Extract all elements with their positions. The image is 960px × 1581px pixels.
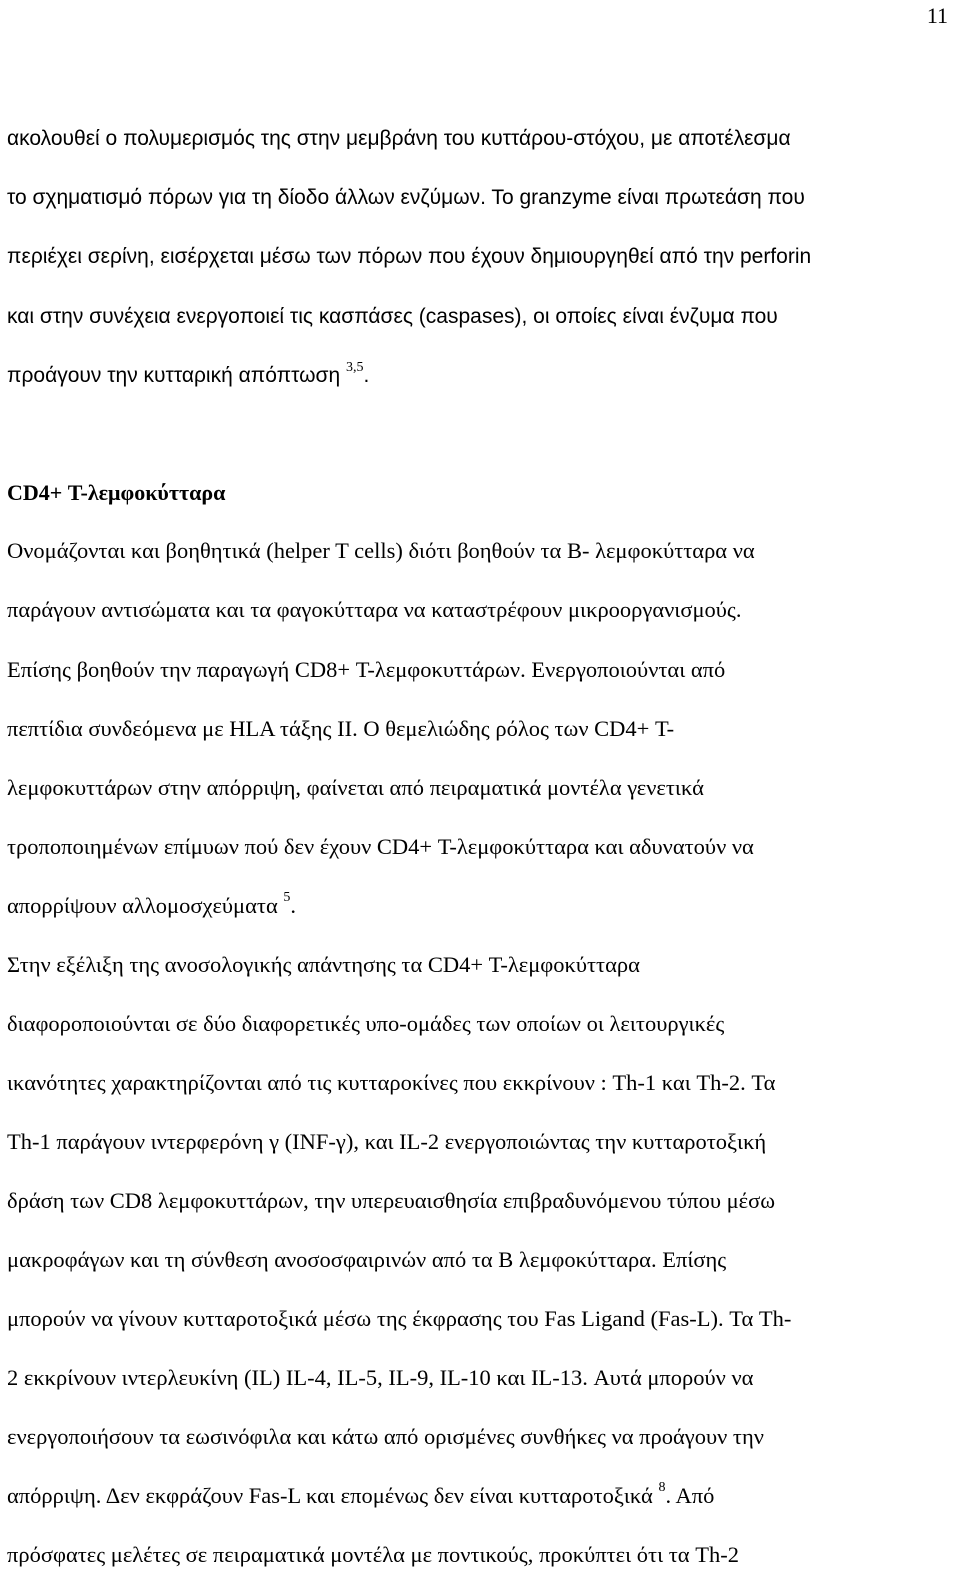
paragraph3-line: ικανότητες χαρακτηρίζονται από τις κυτταροκίνες που εκκρίνουν : Th-1 και Th-2. Τα	[7, 1070, 776, 1095]
paragraph2-line: πεπτίδια συνδεόμενα με HLA τάξης ΙΙ. Ο θεμελιώδης ρόλος των CD4+ Τ-	[7, 716, 675, 741]
paragraph3-line: Th-1 παράγουν ιντερφερόνη γ (INF-γ), και IL-2 ενεργοποιώντας την κυτταροτοξική	[7, 1129, 767, 1154]
paragraph3-line: μακροφάγων και τη σύνθεση ανοσοσφαιρινών από τα Β λεμφοκύτταρα. Επίσης	[7, 1247, 727, 1272]
paragraph2-line: Επίσης βοηθούν την παραγωγή CD8+ Τ-λεμφοκυττάρων. Ενεργοποιούνται από	[7, 657, 726, 682]
paragraph1-text: προάγουν την κυτταρική απόπτωση	[7, 364, 346, 387]
sentence-end: . Από	[665, 1483, 715, 1508]
paragraph2-line: τροποποιημένων επίμυων πού δεν έχουν CD4+ Τ-λεμφοκύτταρα και αδυνατούν να	[7, 834, 754, 859]
paragraph3-line: διαφοροποιούνται σε δύο διαφορετικές υπο-ομάδες των οποίων οι λειτουργικές	[7, 1011, 725, 1036]
paragraph2-line: Ονομάζονται και βοηθητικά (helper T cells) διότι βοηθούν τα Β- λεμφοκύτταρα να	[7, 538, 755, 563]
paragraph3-line: μπορούν να γίνουν κυτταροτοξικά μέσω της έκφρασης του Fas Ligand (Fas-L). Τα Th-	[7, 1306, 792, 1331]
paragraph3-text: απόρριψη. Δεν εκφράζουν Fas-L και επομένως δεν είναι κυτταροτοξικά	[7, 1483, 659, 1508]
paragraph1-line: το σχηματισμό πόρων για τη δίοδο άλλων ενζύμων. Το granzyme είναι πρωτεάση που	[7, 186, 805, 209]
paragraph2-line	[7, 890, 296, 919]
citation-ref: 8	[658, 1480, 666, 1495]
paragraph2-line: παράγουν αντισώματα και τα φαγοκύτταρα να καταστρέφουν μικροοργανισμούς.	[7, 597, 742, 622]
paragraph1-line	[7, 360, 370, 389]
paragraph2-text: απορρίψουν αλλομοσχεύματα	[7, 893, 284, 918]
citation-ref: 3,5	[345, 360, 364, 375]
citation-ref: 5	[283, 890, 291, 905]
section-heading: CD4+ Τ-λεμφοκύτταρα	[7, 480, 226, 505]
paragraph3-line: ενεργοποιήσουν τα εωσινόφιλα και κάτω από ορισμένες συνθήκες να προάγουν την	[7, 1424, 764, 1449]
paragraph3-line	[7, 1480, 715, 1509]
paragraph3-line: πρόσφατες μελέτες σε πειραματικά μοντέλα με ποντικούς, προκύπτει ότι τα Th-2	[7, 1542, 739, 1567]
paragraph3-line: 2 εκκρίνουν ιντερλευκίνη (IL) IL-4, IL-5, IL-9, IL-10 και IL-13. Αυτά μπορούν να	[7, 1365, 754, 1390]
sentence-end: .	[363, 364, 370, 387]
sentence-end: .	[290, 893, 296, 918]
paragraph3-line: δράση των CD8 λεμφοκυττάρων, την υπερευαισθησία επιβραδυνόμενου τύπου μέσω	[7, 1188, 776, 1213]
paragraph1-line: ακολουθεί ο πολυμερισμός της στην μεμβράνη του κυττάρου-στόχου, με αποτέλεσμα	[7, 127, 791, 150]
page-number: 11	[926, 3, 948, 28]
paragraph3-line: Στην εξέλιξη της ανοσολογικής απάντησης τα CD4+ Τ-λεμφοκύτταρα	[7, 952, 640, 977]
paragraph2-line: λεμφοκυττάρων στην απόρριψη, φαίνεται από πειραματικά μοντέλα γενετικά	[7, 775, 704, 800]
paragraph1-line: περιέχει σερίνη, εισέρχεται μέσω των πόρων που έχουν δημιουργηθεί από την perforin	[7, 245, 812, 268]
paragraph1-line: και στην συνέχεια ενεργοποιεί τις κασπάσες (caspases), οι οποίες είναι ένζυμα που	[7, 305, 778, 328]
